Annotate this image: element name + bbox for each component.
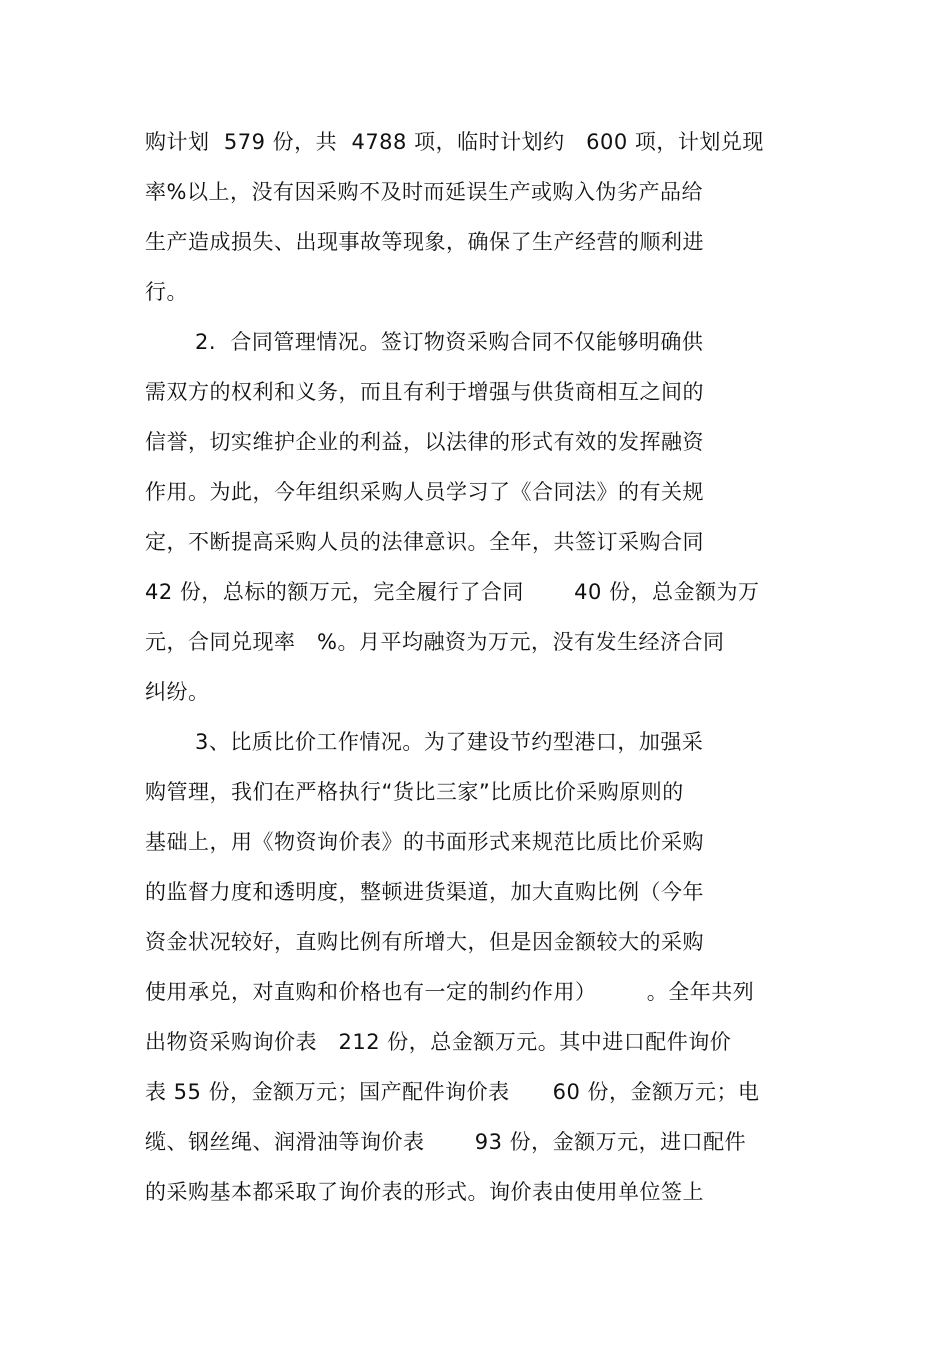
text-line: 纠纷。 [145,680,210,704]
text-line: 需双方的权利和义务，而且有利于增强与供货商相互之间的 [145,380,704,404]
text-line: 购管理，我们在严格执行“货比三家”比质比价采购原则的 [145,780,684,804]
text-line: 出物资采购询价表 212 份，总金额万元。其中进口配件询价 [145,1030,732,1054]
text-line: 的采购基本都采取了询价表的形式。询价表由使用单位签上 [145,1180,704,1204]
text-line: 缆、钢丝绳、润滑油等询价表 93 份，金额万元，进口配件 [145,1130,747,1154]
text-line: 表 55 份，金额万元；国产配件询价表 60 份，金额万元；电 [145,1080,760,1104]
text-line: 率%以上，没有因采购不及时而延误生产或购入伪劣产品给 [145,180,703,204]
text-line: 行。 [145,280,188,304]
text-line: 2. 合同管理情况。签订物资采购合同不仅能够明确供 [195,330,704,354]
text-line: 作用。为此，今年组织采购人员学习了《合同法》的有关规 [145,480,704,504]
text-line: 生产造成损失、出现事故等现象，确保了生产经营的顺利进 [145,230,704,254]
text-line: 元，合同兑现率 %。月平均融资为万元，没有发生经济合同 [145,630,725,654]
text-line: 信誉，切实维护企业的利益，以法律的形式有效的发挥融资 [145,430,704,454]
text-line: 购计划 579 份，共 4788 项，临时计划约 600 项，计划兑现 [145,130,764,154]
text-line: 42 份，总标的额万元，完全履行了合同 40 份，总金额为万 [145,580,760,604]
text-line: 使用承兑，对直购和价格也有一定的制约作用） 。全年共列 [145,980,755,1004]
text-line: 定，不断提高采购人员的法律意识。全年，共签订采购合同 [145,530,704,554]
text-line: 资金状况较好，直购比例有所增大，但是因金额较大的采购 [145,930,704,954]
text-line: 基础上，用《物资询价表》的书面形式来规范比质比价采购 [145,830,704,854]
text-line: 的监督力度和透明度，整顿进货渠道，加大直购比例（今年 [145,880,704,904]
text-line: 3、比质比价工作情况。为了建设节约型港口，加强采 [195,730,704,754]
